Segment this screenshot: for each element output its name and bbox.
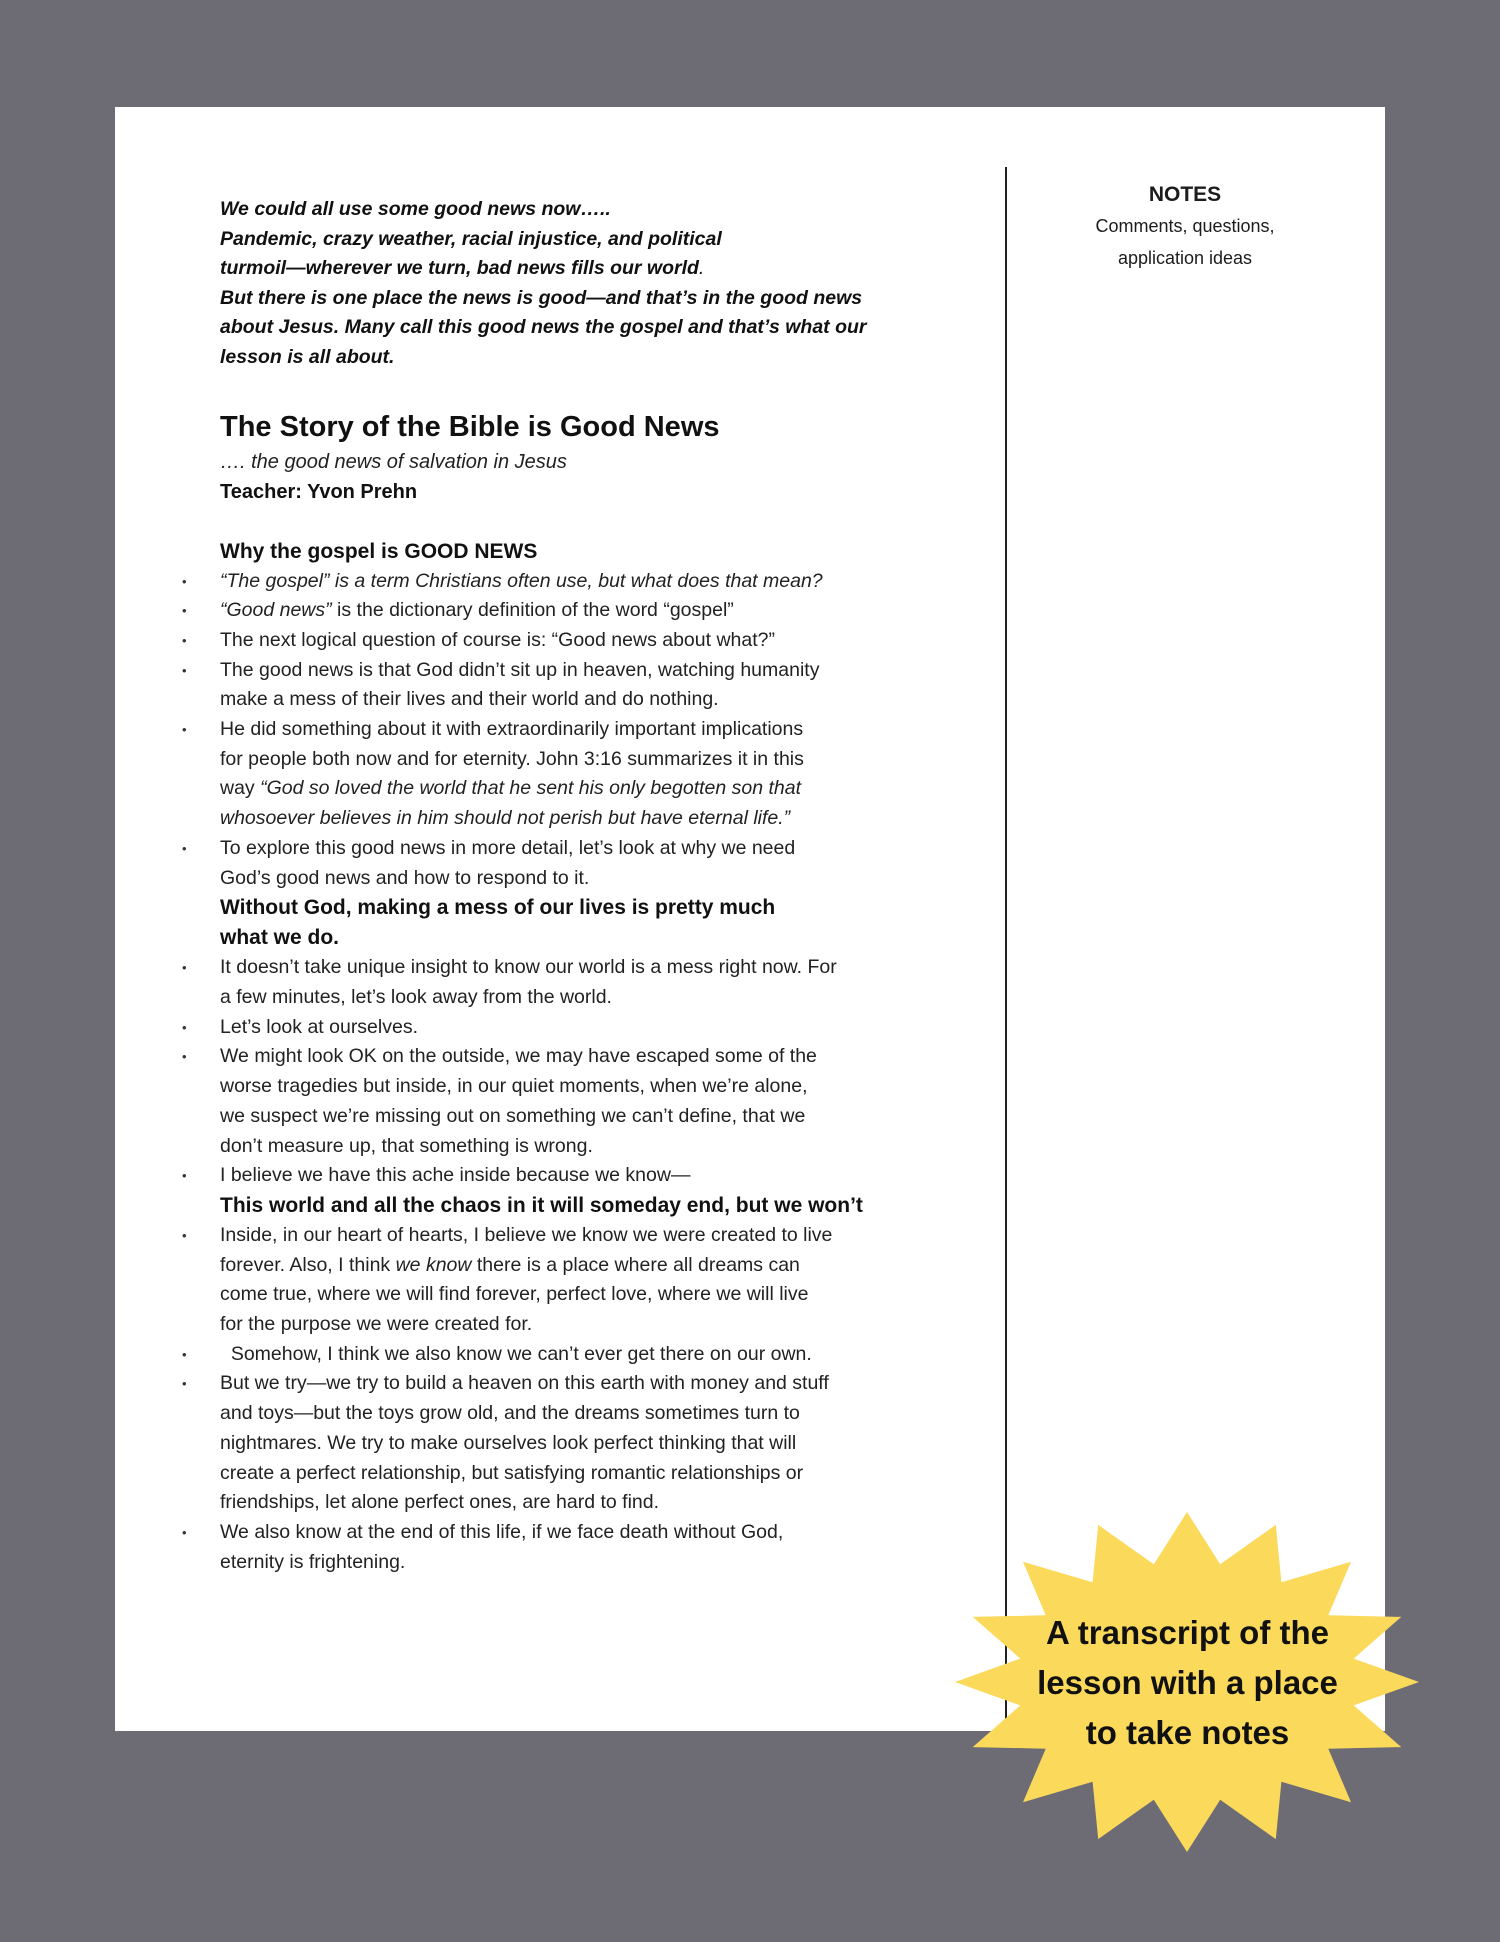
bullet-line: • But we try—we try to build a heaven on this earth with money and stuff [220, 1372, 829, 1395]
bullet-text: forever. Also, I think [220, 1253, 396, 1276]
intro-line: Pandemic, crazy weather, racial injustice, and political [220, 227, 722, 250]
list-item [220, 1221, 960, 1340]
list-item [220, 715, 960, 834]
bullet-line: don’t measure up, that something is wrong. [220, 1134, 593, 1157]
bullet-line: • It doesn’t take unique insight to know our world is a mess right now. For [220, 956, 837, 979]
bullet-text: “The gospel” is a term Christians often use, but what does that mean? [220, 569, 823, 592]
bullet-line: make a mess of their lives and their world and do nothing. [220, 688, 719, 711]
list-item: • Let’s look at ourselves. [220, 1013, 960, 1043]
lesson-subtitle: …. the good news of salvation in Jesus [220, 450, 567, 473]
bullet-text: way [220, 777, 261, 800]
intro-line: lesson is all about. [220, 345, 395, 368]
intro-line: about Jesus. Many call this good news the gospel and that’s what our [220, 316, 867, 339]
notes-title: NOTES [1148, 183, 1222, 206]
bullet-line: for the purpose we were created for. [220, 1313, 533, 1336]
bullet-text: “God so loved the world that he sent his only begotten son that [260, 777, 802, 800]
badge-line: A transcript of the [1046, 1614, 1329, 1651]
bullet-line: nightmares. We try to make ourselves look perfect thinking that will [220, 1431, 797, 1454]
bullet-line: • To explore this good news in more detail, let’s look at why we need [220, 836, 796, 859]
bullet-text: there is a place where all dreams can [471, 1253, 800, 1276]
list-item: • I believe we have this ache inside because we know— [220, 1161, 960, 1191]
intro-line: But there is one place the news is good—and that’s in the good news [220, 286, 863, 309]
intro-text: turmoil—wherever we turn, bad news fills our world [220, 257, 699, 280]
bullet-line: eternity is frightening. [220, 1550, 406, 1573]
bullet-line: and toys—but the toys grow old, and the dreams sometimes turn to [220, 1402, 800, 1425]
badge-text [1010, 1608, 1365, 1758]
bullet-list [220, 953, 960, 1191]
bullet-line: God’s good news and how to respond to it. [220, 866, 590, 889]
section-heading: This world and all the chaos in it will someday end, but we won’t [220, 1193, 863, 1217]
list-item [220, 953, 960, 1012]
section-heading: Without God, making a mess of our lives is pretty much [220, 896, 776, 920]
intro-text: . [698, 257, 705, 280]
bullet-line [220, 1251, 960, 1281]
list-item [220, 834, 960, 893]
bullet-list [220, 1221, 960, 1577]
teacher-name: Teacher: Yvon Prehn [220, 480, 418, 503]
intro-paragraph [220, 195, 960, 373]
list-item [220, 596, 960, 626]
bullet-line [220, 804, 960, 834]
list-item [220, 656, 960, 715]
notes-column-header [1025, 180, 1345, 274]
intro-line: We could all use some good news now….. [220, 198, 611, 220]
badge-line: lesson with a place [1037, 1664, 1338, 1701]
bullet-line: create a perfect relationship, but satisfying romantic relationships or [220, 1461, 804, 1484]
bullet-line: • The good news is that God didn’t sit up in heaven, watching humanity [220, 658, 820, 681]
list-item [220, 1042, 960, 1161]
bullet-line: come true, where we will find forever, perfect love, where we will live [220, 1283, 809, 1306]
bullet-text: is the dictionary definition of the word “gospel” [331, 599, 734, 622]
bullet-line: • We might look OK on the outside, we may have escaped some of the [220, 1045, 817, 1068]
intro-line [220, 254, 960, 284]
lesson-title: The Story of the Bible is Good News [220, 410, 720, 443]
bullet-line: a few minutes, let’s look away from the world. [220, 986, 612, 1008]
list-item [220, 567, 960, 597]
section-heading: Why the gospel is GOOD NEWS [220, 539, 538, 563]
bullet-line: we suspect we’re missing out on something we can’t define, that we [220, 1104, 806, 1127]
bullet-text: whosoever believes in him should not perish but have eternal life.” [220, 807, 791, 830]
section-heading: what we do. [220, 926, 340, 950]
bullet-text: we know [395, 1253, 472, 1276]
bullet-text: “Good news” [220, 599, 332, 622]
bullet-line [220, 774, 960, 804]
notes-divider-line [1005, 167, 1007, 1732]
bullet-line: • We also know at the end of this life, if we face death without God, [220, 1520, 784, 1543]
notes-subtitle-line2: application ideas [1117, 248, 1253, 268]
badge-line: to take notes [1085, 1714, 1290, 1751]
bullet-line: worse tragedies but inside, in our quiet moments, when we’re alone, [220, 1075, 808, 1098]
bullet-line: • He did something about it with extraordinarily important implications [220, 718, 804, 741]
list-item: • The next logical question of course is: “Good news about what?” [220, 626, 960, 656]
bullet-line: friendships, let alone perfect ones, are hard to find. [220, 1491, 660, 1514]
list-item: • Somehow, I think we also know we can’t ever get there on our own. [220, 1340, 960, 1370]
bullet-line: • Inside, in our heart of hearts, I believe we know we were created to live [220, 1223, 833, 1246]
bullet-line: for people both now and for eternity. John 3:16 summarizes it in this [220, 747, 804, 770]
transcript-column [220, 195, 960, 1577]
document-page [115, 107, 1385, 1731]
list-item [220, 1518, 960, 1577]
bullet-list [220, 567, 960, 894]
list-item [220, 1369, 960, 1518]
notes-subtitle-line1: Comments, questions, [1095, 216, 1275, 236]
